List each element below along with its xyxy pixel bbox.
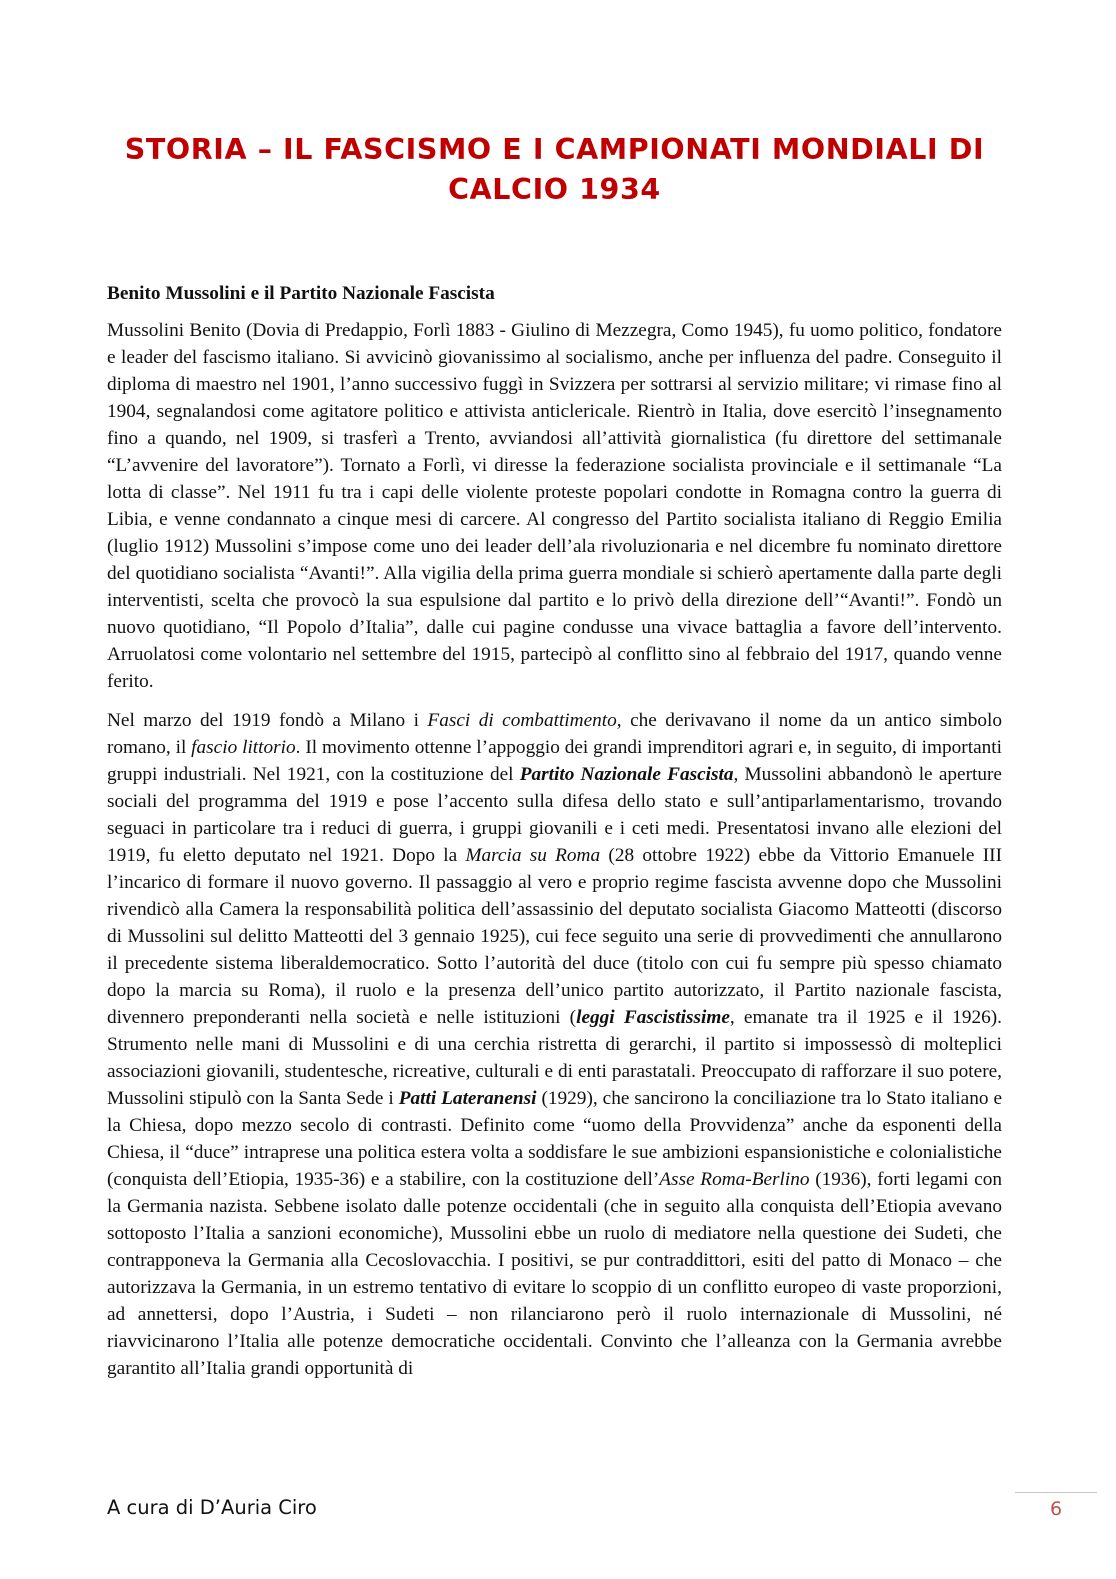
title-line-2: CALCIO 1934 [448,173,661,206]
text-run: , che derivavano il nome da un antico simbolo romano, il [107,710,1002,758]
text-run: , Mussolini abbandonò le aperture sociali del programma del 1919 e pose l’accento sulla difesa dello stato e sull’antiparlamentarismo, trovando seguaci in particolare tra i reduci di guerra, i gruppi giovanili e i ceti medi. Presentatosi invano alle elezioni del 1919, fu eletto deputato nel 1921. Dopo la [107,764,1002,866]
text-run: (1929), che sancirono la conciliazione tra lo Stato italiano e la Chiesa, dopo mezzo secolo di contrasti. Definito come “uomo della Provvidenza” anche da esponenti della Chiesa, il “duce” intraprese una politica estera volta a soddisfare le sue ambizioni espansionistiche e colonialistiche (conquista dell’Etiopia, 1935-36) e a stabilire, con la costituzione dell’ [107,1088,1002,1190]
text-run: (28 ottobre 1922) ebbe da Vittorio Emanuele III l’incarico di formare il nuovo governo. Il passaggio al vero e proprio regime fascista avvenne dopo che Mussolini rivendicò alla Camera la responsabilità politica dell’assassinio del deputato socialista Giacomo Matteotti (discorso di Mussolini sul delitto Matteotti del 3 gennaio 1925), cui fece seguito una serie di provvedimenti che annullarono il precedente sistema liberaldemocratico. Sotto l’autorità del duce (titolo con cui fu sempre più spesso chiamato dopo la marcia su Roma), il ruolo e la presenza dell’unico partito autorizzato, il Partito nazionale fascista, divennero preponderanti nella società e nelle istituzioni ( [107,845,1002,1028]
footer-author: A cura di D’Auria Ciro [107,1496,317,1519]
text-run: , emanate tra il 1925 e il 1926). Strumento nelle mani di Mussolini e di una cerchia ristretta di gerarchi, il partito si impossessò di molteplici associazioni giovanili, studentesche, ricreative, culturali e di enti parastatali. Preoccupato di rafforzare il suo potere, Mussolini stipulò con la Santa Sede i [107,1007,1002,1109]
term-fascio-littorio: fascio littorio [191,737,296,758]
paragraph-2 [107,707,1002,1382]
term-marcia-su-roma: Marcia su Roma [465,845,601,866]
document-body [107,280,1002,1394]
page-number: 6 [1049,1498,1063,1520]
term-leggi-fascistissime: leggi Fascistissime [576,1007,730,1028]
term-patti-lateranensi: Patti Lateranensi [398,1088,537,1109]
section-heading: Benito Mussolini e il Partito Nazionale Fascista [107,283,495,304]
title-line-1: STORIA – IL FASCISMO E I CAMPIONATI MONDIALI DI [124,133,985,166]
page-title [107,130,1002,210]
text-run: Nel marzo del 1919 fondò a Milano i [107,710,428,731]
text-run: (1936), forti legami con la Germania nazista. Sebbene isolato dalle potenze occidentali (che in seguito alla conquista dell’Etiopia avevano sottoposto l’Italia a sanzioni economiche), Mussolini ebbe un ruolo di mediatore nella questione dei Sudeti, che contrapponeva la Germania alla Cecoslovacchia. I positivi, se pur contraddittori, esiti del patto di Monaco – che autorizzava la Germania, in un estremo tentativo di evitare lo scoppio di un conflitto europeo di vaste proporzioni, ad annettersi, dopo l’Austria, i Sudeti – non rilanciarono però il ruolo internazionale di Mussolini, né riavvicinarono l’Italia alle potenze democratiche occidentali. Convinto che l’alleanza con la Germania avrebbe garantito all’Italia grandi opportunità di [107,1169,1002,1379]
term-asse-roma-berlino: Asse Roma-Berlino [659,1169,810,1190]
footer-divider [1015,1492,1097,1493]
text-run: . Il movimento ottenne l’appoggio dei grandi imprenditori agrari e, in seguito, di importanti gruppi industriali. Nel 1921, con la costituzione del [107,737,1002,785]
paragraph-1: Mussolini Benito (Dovia di Predappio, Forlì 1883 - Giulino di Mezzegra, Como 1945), fu uomo politico, fondatore e leader del fascismo italiano. Si avvicinò giovanissimo al socialismo, anche per influenza del padre. Conseguito il diploma di maestro nel 1901, l’anno successivo fuggì in Svizzera per sottrarsi al servizio militare; vi rimase fino al 1904, segnalandosi come agitatore politico e attivista anticlericale. Rientrò in Italia, dove esercitò l’insegnamento fino a quando, nel 1909, si trasferì a Trento, avviandosi all’attività giornalistica (fu direttore del settimanale “L’avvenire del lavoratore”). Tornato a Forlì, vi diresse la federazione socialista provinciale e il settimanale “La lotta di classe”. Nel 1911 fu tra i capi delle violente proteste popolari condotte in Romagna contro la guerra di Libia, e venne condannato a cinque mesi di carcere. Al congresso del Partito socialista italiano di Reggio Emilia (luglio 1912) Mussolini s’impose come uno dei leader dell’ala rivoluzionaria e nel dicembre fu nominato direttore del quotidiano socialista “Avanti!”. Alla vigilia della prima guerra mondiale si schierò apertamente dalla parte degli interventisti, scelta che provocò la sua espulsione dal partito e lo privò della direzione dell’“Avanti!”. Fondò un nuovo quotidiano, “Il Popolo d’Italia”, dalle cui pagine condusse una vivace battaglia a favore dell’intervento. Arruolatosi come volontario nel settembre del 1915, partecipò al conflitto sino al febbraio del 1917, quando venne ferito. [107,320,1002,692]
term-fasci-di-combattimento: Fasci di combattimento [427,710,617,731]
term-partito-nazionale-fascista: Partito Nazionale Fascista [519,764,734,785]
